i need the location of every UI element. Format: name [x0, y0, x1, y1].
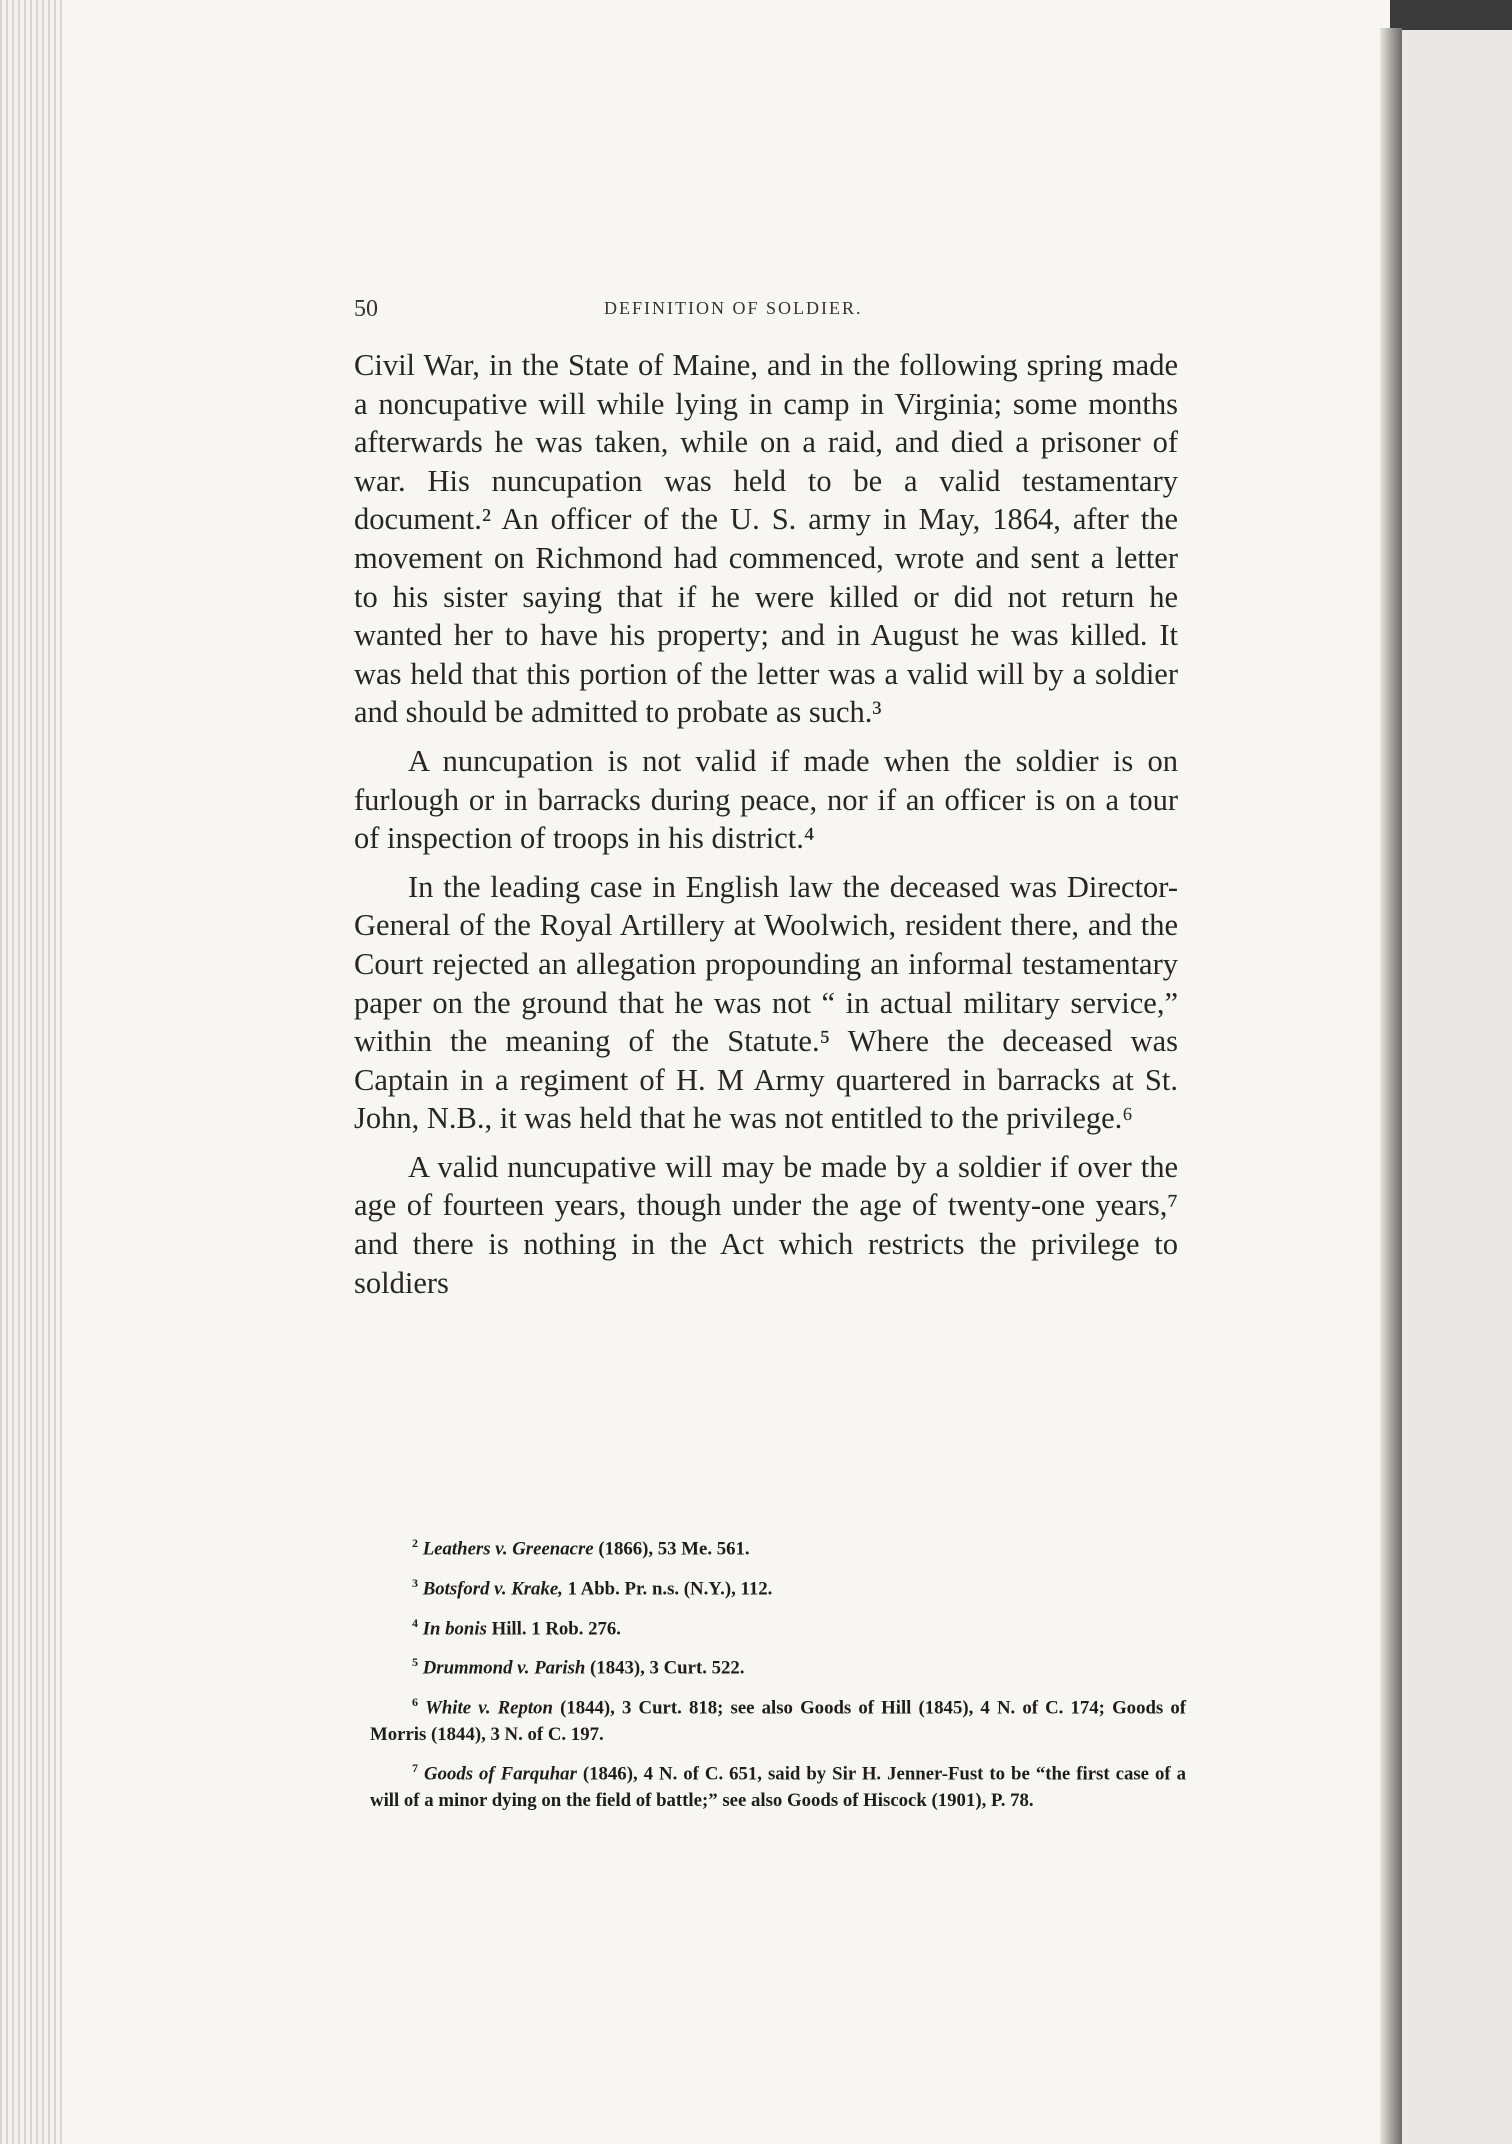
page-number: 50 [354, 296, 378, 322]
body-text [354, 346, 1178, 1312]
footnote-text: (1843), 3 Curt. 522. [590, 1657, 745, 1679]
footnote-mark: 6 [412, 1695, 418, 1710]
footnote [370, 1610, 1186, 1643]
footnote [370, 1530, 1186, 1563]
footnote-mark: 5 [412, 1655, 418, 1670]
footnote [370, 1649, 1186, 1682]
facing-page-edge [1402, 30, 1512, 2144]
footnote-case: Goods of Farquhar [424, 1763, 577, 1785]
page-stack-edge [0, 0, 62, 2144]
paragraph: A valid nuncupative will may be made by a soldier if over the age of fourteen years, though under the age of twenty-one years,⁷ and there is nothing in the Act which restricts the privilege to soldiers [354, 1149, 1178, 1300]
footnote-mark: 4 [412, 1615, 418, 1630]
footnote-text: 1 Abb. Pr. n.s. (N.Y.), 112. [567, 1578, 773, 1600]
footnote-case: Botsford v. Krake, [422, 1578, 563, 1600]
footnote-text: Hill. 1 Rob. 276. [491, 1617, 622, 1639]
footnote-text: (1846), 4 N. of C. 651, said by Sir H. Jenner-Fust to be “the first case of a will of a minor dying on the field of battle;” see also Goods of Hiscock (1901), P. 78. [370, 1763, 1186, 1812]
paragraph: A nuncupation is not valid if made when the soldier is on furlough or in barracks during peace, nor if an officer is on a tour of inspection of troops in his district.⁴ [354, 743, 1178, 856]
footnote [370, 1689, 1186, 1748]
footnote-mark: 7 [412, 1761, 418, 1776]
footnote-case: In bonis [422, 1617, 487, 1639]
footnote-case: Drummond v. Parish [422, 1657, 586, 1679]
paragraph: In the leading case in English law the deceased was Director-General of the Royal Artillery at Woolwich, resident there, and the Court rejected an allegation propounding an informal testamentary paper on the ground that he was not “ in actual military service,” within the meaning of the Statute.⁵ Where the deceased was Captain in a regiment of H. M Army quartered in barracks at St. John, N.B., it was held that he was not entitled to the privilege.⁶ [354, 869, 1178, 1136]
book-gutter [1380, 28, 1402, 2144]
footnote-mark: 2 [412, 1536, 418, 1550]
paragraph: Civil War, in the State of Maine, and in the following spring made a noncupative will while lying in camp in Virginia; some months afterwards he was taken, while on a raid, and died a prisoner of war. His nuncupation was held to be a valid testamentary document.² An officer of the U. S. army in May, 1864, after the movement on Richmond had commenced, wrote and sent a letter to his sister saying that if he were killed or did not return he wanted her to have his property; and in August he was killed. It was held that this portion of the letter was a valid will by a soldier and should be admitted to probate as such.³ [354, 348, 1178, 730]
running-head [354, 296, 1184, 326]
footnote-case: Leathers v. Greenacre [422, 1538, 594, 1560]
footnote-text: (1866), 53 Me. 561. [598, 1538, 750, 1560]
footnote-case: White v. Repton [425, 1697, 553, 1719]
footnote-text: (1844), 3 Curt. 818; see also Goods of Hill (1845), 4 N. of C. 174; Goods of Morris (1844), 3 N. of C. 197. [370, 1697, 1186, 1745]
footnote [370, 1570, 1186, 1603]
header-title: DEFINITION OF SOLDIER. [604, 298, 863, 318]
footnote-mark: 3 [412, 1575, 418, 1590]
footnotes [370, 1530, 1186, 1822]
footnote [370, 1755, 1186, 1814]
